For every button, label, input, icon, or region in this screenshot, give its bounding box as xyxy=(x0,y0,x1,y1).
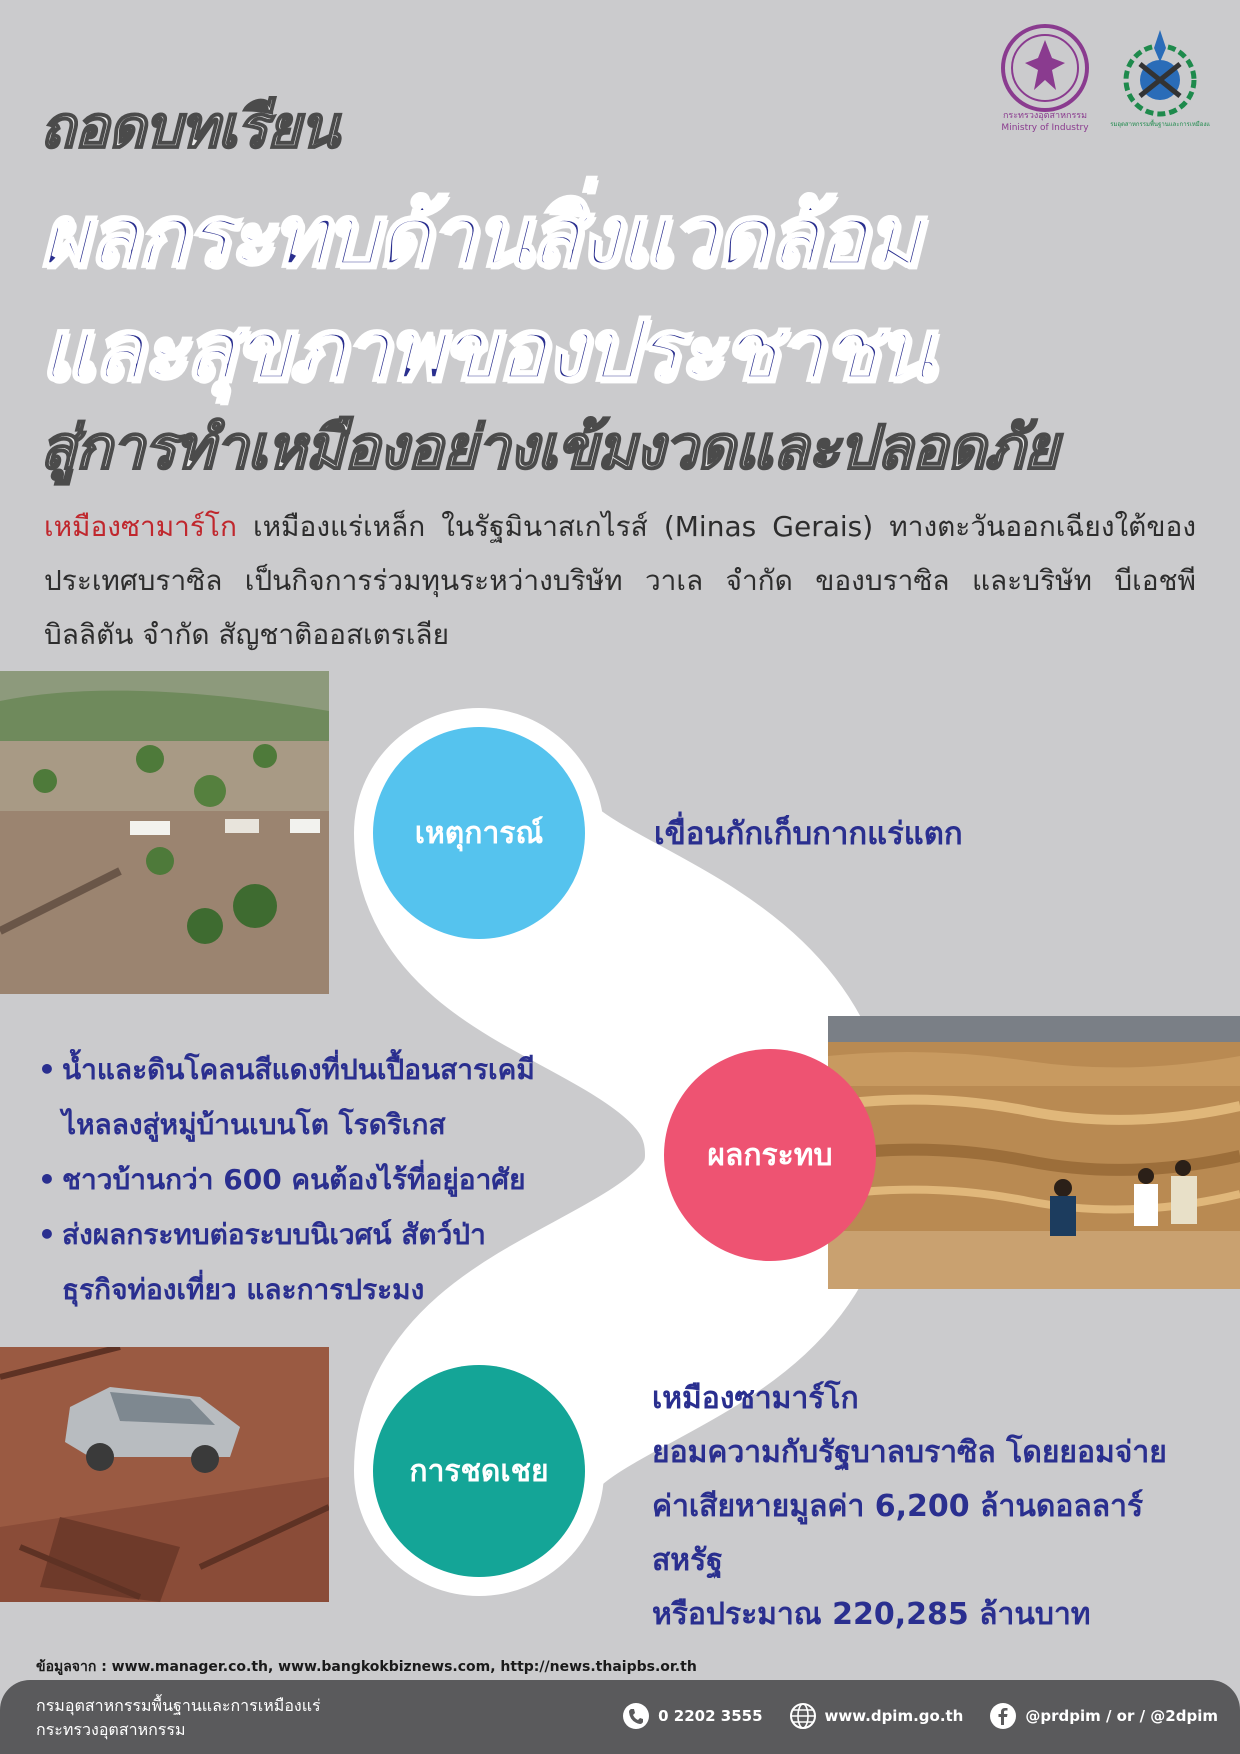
compensation-circle xyxy=(373,1365,585,1577)
compensation-line-4: หรือประมาณ 220,285 ล้านบาท xyxy=(652,1597,1091,1632)
compensation-line-1: เหมืองซามาร์โก xyxy=(652,1381,859,1416)
title-subtitle: สู่การทำเหมืองอย่างเข้มงวดและปลอดภัย xyxy=(40,413,1058,483)
event-label: เหตุการณ์ xyxy=(414,815,544,851)
globe-icon xyxy=(789,1702,817,1730)
impact-bullet-2: • ชาวบ้านกว่า 600 คนต้องไร้ที่อยู่อาศัย xyxy=(38,1152,578,1207)
footer-org-ministry: กระทรวงอุตสาหกรรม xyxy=(36,1720,186,1739)
compensation-description xyxy=(652,1372,1212,1642)
impact-list xyxy=(38,1042,578,1317)
impact-label: ผลกระทบ xyxy=(707,1137,833,1173)
svg-text:กระทรวงอุตสาหกรรม: กระทรวงอุตสาหกรรม xyxy=(1002,111,1088,121)
impact-circle xyxy=(664,1049,876,1261)
svg-text:Ministry of Industry: Ministry of Industry xyxy=(1001,123,1089,133)
title-prefix: ถอดบทเรียน xyxy=(40,93,339,161)
title-main-line1: ผลกระทบด้านสิ่งแวดล้อม xyxy=(40,187,920,285)
compensation-label: การชดเชย xyxy=(409,1453,549,1489)
compensation-line-3: ค่าเสียหายมูลค่า 6,200 ล้านดอลลาร์สหรัฐ xyxy=(652,1489,1144,1578)
footer-phone: 0 2202 3555 xyxy=(658,1707,763,1725)
impact-bullet-3: • ส่งผลกระทบต่อระบบนิเวศน์ สัตว์ป่า xyxy=(38,1207,578,1262)
facebook-icon xyxy=(989,1702,1017,1730)
dpim-logo xyxy=(1110,18,1210,133)
impact-bullet-1-cont: ไหลลงสู่หมู่บ้านเบนโต โรดริเกส xyxy=(62,1108,446,1141)
intro-text: เหมืองแร่เหล็ก ในรัฐมินาสเกไรส์ (Minas Gerais) ทางตะวันออกเฉียงใต้ของประเทศบราซิล เป็นกิจการร่วมทุนระหว่างบริษัท วาเล จำกัด ของบราซิล และบริษัท บีเอชพี บิลลิตัน จำกัด สัญชาติออสเตรเลีย xyxy=(44,510,1196,651)
impact-bullet-3-cont: ธุรกิจท่องเที่ยว และการประมง xyxy=(62,1273,425,1306)
impact-bullet-1: • น้ำและดินโคลนสีแดงที่ปนเปื้อนสารเคมี xyxy=(38,1042,578,1097)
svg-text:กรมอุตสาหกรรมพื้นฐานและการเหมื: กรมอุตสาหกรรมพื้นฐานและการเหมืองแร่ xyxy=(1110,121,1210,128)
intro-highlight: เหมืองซามาร์โก xyxy=(44,510,237,543)
event-circle xyxy=(373,727,585,939)
footer-org xyxy=(36,1694,321,1742)
car-in-mud-photo xyxy=(0,1347,329,1602)
footer-social[interactable]: @prdpim / or / @2dpim xyxy=(1025,1707,1218,1725)
source-credits: ข้อมูลจาก : www.manager.co.th, www.bangkokbiznews.com, http://news.thaipbs.or.th xyxy=(36,1659,697,1675)
footer-contacts xyxy=(622,1702,1218,1730)
footer-org-dept: กรมอุตสาหกรรมพื้นฐานและการเหมืองแร่ xyxy=(36,1696,321,1715)
title-main-line2: และสุขภาพของประชาชน xyxy=(40,301,933,399)
ministry-of-industry-logo xyxy=(990,18,1100,133)
muddy-river-photo xyxy=(828,1016,1240,1289)
footer-bar xyxy=(0,1680,1240,1754)
intro-paragraph xyxy=(44,500,1196,662)
compensation-line-2: ยอมความกับรัฐบาลบราซิล โดยยอมจ่าย xyxy=(652,1435,1167,1470)
footer-website[interactable]: www.dpim.go.th xyxy=(824,1707,964,1725)
event-description: เขื่อนกักเก็บกากแร่แตก xyxy=(654,816,963,852)
village-mudslide-photo xyxy=(0,671,329,994)
phone-icon xyxy=(622,1702,650,1730)
